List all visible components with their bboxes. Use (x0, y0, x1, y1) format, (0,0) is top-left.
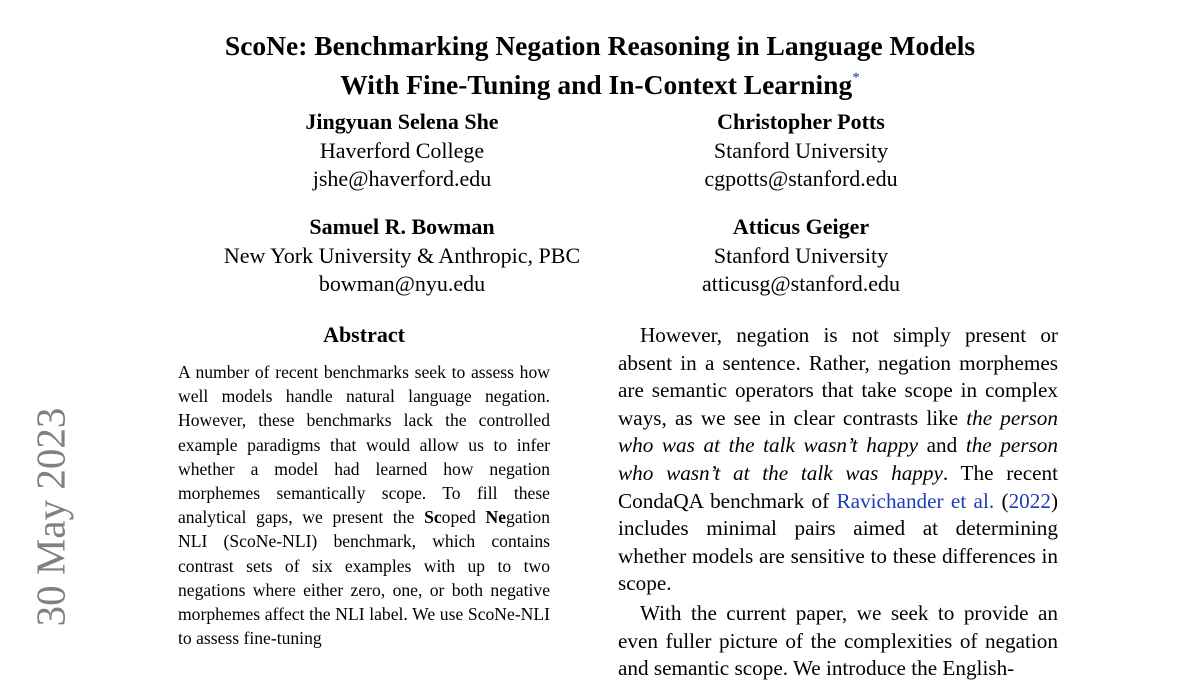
title-footnote-link[interactable]: * (852, 70, 860, 86)
p1-text-c: . The recent CondaQA benchmark of (618, 460, 1058, 513)
abstract-text-2: oped (441, 507, 486, 528)
title-line-2 (0, 62, 1200, 101)
abstract-heading: Abstract (323, 322, 405, 347)
citation-author-link[interactable]: Ravichander et al. (836, 488, 995, 513)
title-line-2-text: With Fine-Tuning and In-Context Learning (340, 69, 853, 100)
author-affiliation: Stanford University (713, 242, 889, 268)
intro-paragraph-1 (618, 322, 1058, 598)
abstract-bold-sc: Sc (424, 507, 442, 528)
author-block-3 (192, 213, 612, 299)
p1-text-a: However, negation is not simply present or absent in a sentence. Rather, negation morphemes are semantic operators that take scope in complex ways, as we see in clear contrasts like (618, 323, 1058, 430)
abstract-text-3: gation NLI (ScoNe-NLI) benchmark, which contains contrast sets of six examples with up to two negations where either zero, one, or both negative morphemes affect the NLI label. We use ScoNe-NLI to assess fine-tuning (178, 507, 550, 649)
author-name: Samuel R. Bowman (309, 214, 495, 239)
arxiv-date-stamp (27, 407, 73, 627)
intro-column (618, 322, 1058, 683)
citation-paren-close: ) (1050, 488, 1058, 513)
date-text: 30 May 2023 (27, 407, 73, 627)
p1-example-1: the person who was at the talk wasn’t happy (618, 405, 1058, 458)
author-block-4 (591, 213, 1011, 299)
p1-example-2: the person who wasn’t at the talk was happy (618, 433, 1058, 485)
abstract-bold-ne: Ne (485, 507, 507, 528)
author-block-2 (591, 108, 1011, 194)
author-name: Christopher Potts (717, 109, 885, 134)
citation-year-link[interactable]: 2022 (1008, 488, 1051, 513)
author-affiliation: New York University & Anthropic, PBC (223, 242, 581, 268)
abstract-body (178, 360, 550, 650)
intro-paragraph-2: With the current paper, we seek to provide an even fuller picture of the complexities of negation and semantic scope. We introduce the English- (618, 600, 1058, 681)
citation-paren-open: ( (994, 488, 1009, 513)
title-line-1: ScoNe: Benchmarking Negation Reasoning in Language Models (224, 30, 976, 61)
abstract-text-1: A number of recent benchmarks seek to assess how well models handle natural language negation. However, these benchmarks lack the controlled example paradigms that would allow us to infer whether a model had learned how negation morphemes semantically scope. To fill these analytical gaps, we present the (178, 362, 550, 528)
author-email: atticusg@stanford.edu (701, 271, 901, 296)
abstract-paragraph (178, 360, 550, 650)
author-email: cgpotts@stanford.edu (704, 166, 898, 191)
author-name: Atticus Geiger (732, 214, 870, 239)
author-email: jshe@haverford.edu (312, 166, 492, 191)
p1-text-d: includes minimal pairs aimed at determining whether models are sensitive to these differences in scope. (618, 516, 1058, 596)
author-block-1 (192, 108, 612, 194)
p1-text-b: and (918, 433, 966, 458)
author-email: bowman@nyu.edu (318, 271, 486, 296)
author-affiliation: Stanford University (713, 137, 889, 163)
author-affiliation: Haverford College (319, 137, 485, 163)
paper-title (0, 30, 1200, 101)
author-name: Jingyuan Selena She (305, 109, 499, 134)
